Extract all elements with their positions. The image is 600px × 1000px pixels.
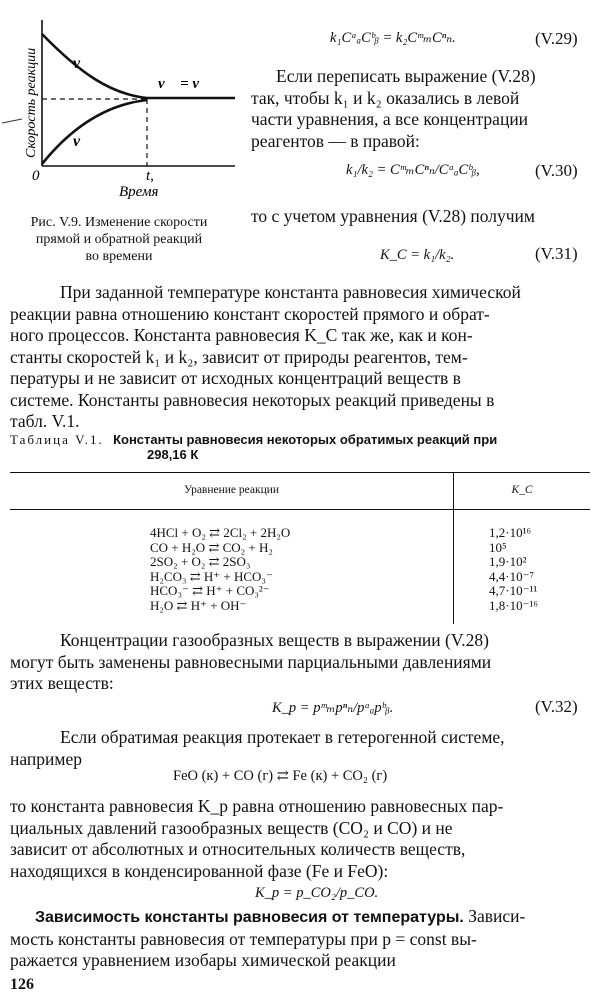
table-header-rule — [10, 509, 590, 510]
margin-mark-svg — [2, 117, 24, 125]
equal-rate-label: v⃗ = v⃖ — [158, 76, 211, 92]
rate-graph-svg — [0, 18, 235, 200]
table-row-equation: 4HCl + O₂ ⇄ 2Cl₂ + 2H₂O — [150, 525, 291, 540]
text-line: зависит от абсолютных и относительных количеств веществ, — [10, 839, 466, 859]
y-axis-label: Скорость реакции — [24, 47, 39, 158]
equation-v31: K_C = k₁/k₂. — [380, 247, 455, 263]
text-line: Концентрации газообразных веществ в выражении (V.28) — [60, 630, 489, 650]
table-top-rule — [10, 472, 590, 473]
table-kc-values — [489, 526, 538, 613]
paragraph-then — [251, 206, 591, 228]
table-row-kc: 10⁵ — [489, 539, 507, 555]
table-row-kc: 1,8·10⁻¹⁶ — [489, 597, 538, 613]
table-row-kc: 4,7·10⁻¹¹ — [489, 583, 538, 598]
equation-number-v31: (V.31) — [535, 244, 578, 263]
equation-kp: K_p = p_CO₂/p_CO. — [255, 885, 379, 901]
x-axis-label: Время — [119, 184, 159, 200]
text-line: системе. Константы равновесия некоторых реакций приведены в — [10, 389, 495, 410]
equation-number-v30: (V.30) — [535, 161, 578, 180]
text-line: станты скоростей k₁ и k₂, зависит от природы реагентов, тем- — [10, 346, 468, 367]
text-line: циальных давлений газообразных веществ (CO₂ и CO) и не — [10, 817, 453, 838]
caption-line: Рис. V.9. Изменение скорости — [30, 215, 208, 230]
equation-number-v32: (V.32) — [535, 697, 578, 716]
text-line: то с учетом уравнения (V.28) получим — [251, 206, 535, 226]
text-line: реакции равна отношению констант скоростей прямого и обрат- — [10, 303, 490, 324]
equation-number-v29: (V.29) — [535, 29, 578, 48]
margin-mark — [2, 112, 24, 120]
table-row-equation: 2SO₂ + O₂ ⇄ 2SO₃ — [150, 554, 251, 569]
table-row-kc: 1,9·10² — [489, 554, 527, 569]
equilibrium-table — [10, 472, 590, 624]
page-number: 126 — [10, 976, 34, 993]
text-line: этих веществ: — [10, 673, 114, 693]
reverse-rate-curve — [42, 100, 147, 164]
table-row-equation: HCO₃⁻ ⇄ H⁺ + CO₃²⁻ — [150, 583, 270, 598]
equation-v32: K_p = pᵐₘpⁿₙ/pᵃₐpᵇᵦ. — [272, 700, 394, 716]
text-line: ражается уравнением изобары химической реакции — [10, 950, 396, 970]
origin-label: 0 — [32, 168, 40, 184]
text-line: находящихся в конденсированной фазе (Fe и FeO): — [10, 860, 389, 881]
table-row-kc: 1,2·10¹⁶ — [489, 525, 532, 540]
paragraph-temperature-dependence — [10, 906, 590, 972]
table-label: Таблица V.1. — [10, 432, 104, 447]
table-row-equation: CO + H₂O ⇄ CO₂ + H₂ — [150, 539, 273, 555]
text-line: пературы и не зависит от исходных концентраций веществ в — [10, 368, 461, 388]
equation-v30: k₁/k₂ = CᵐₘCⁿₙ/CᵃₐCᵇᵦ, — [346, 162, 480, 178]
paragraph-rewrite — [251, 66, 591, 152]
table-row-equation: H₂O ⇄ H⁺ + OH⁻ — [150, 597, 247, 613]
t-label: t, — [146, 168, 154, 184]
text-line: ного процессов. Константа равновесия K_C так же, как и кон- — [10, 325, 473, 345]
text-line: При заданной температуре константа равновесия химической — [60, 282, 521, 302]
text-line: могут быть заменены равновесными парциальными давлениями — [10, 651, 492, 672]
paragraph-partial-pressures — [10, 630, 590, 695]
paragraph-heterogeneous — [10, 727, 590, 770]
col2-header: K_C — [511, 484, 533, 496]
forward-rate-label: v⃗ — [73, 55, 93, 72]
text-line: Если переписать выражение (V.28) — [276, 66, 536, 86]
rate-graph — [0, 18, 235, 200]
text-line: например — [10, 748, 82, 769]
table-row-equation: H₂CO₃ ⇄ H⁺ + HCO₃⁻ — [150, 568, 273, 584]
text-line: реагентов — в правой: — [251, 130, 420, 151]
text-line: то константа равновесия K_p равна отношению равновесных пар- — [10, 796, 504, 816]
equation-v29: k₁CᵃₐCᵇᵦ = k₂CᵐₘCⁿₙ. — [330, 30, 456, 46]
equation-heterogeneous: FeO (к) + CO (г) ⇄ Fe (к) + CO₂ (г) — [173, 768, 388, 784]
table-row-kc: 4,4·10⁻⁷ — [489, 568, 534, 584]
table-title — [10, 432, 590, 462]
table-reactions — [150, 526, 290, 613]
caption-line: прямой и обратной реакций — [35, 232, 203, 247]
table-title-line2: 298,16 К — [147, 447, 199, 462]
text-line — [10, 906, 590, 929]
text-line: табл. V.1. — [10, 411, 80, 431]
text-fragment: Зависи- — [463, 906, 526, 926]
text-line: части уравнения, а все концентрации — [251, 109, 529, 129]
reverse-rate-label: v⃖ — [73, 133, 93, 150]
paragraph-kp-ratio — [10, 796, 590, 882]
col1-header: Уравнение реакции — [183, 484, 280, 496]
paragraph-equilibrium-constant — [10, 282, 590, 433]
text-line: так, чтобы k₁ и k₂ оказались в левой — [251, 87, 520, 108]
text-line: Если обратимая реакция протекает в гетерогенной системе, — [60, 727, 505, 747]
caption-line: во времени — [85, 249, 153, 264]
figure-caption — [10, 214, 228, 265]
table-title-line1: Константы равновесия некоторых обратимых реакций при — [113, 432, 498, 447]
text-line: мость константы равновесия от температуры при p = const вы- — [10, 928, 477, 949]
section-heading: Зависимость константы равновесия от температуры. — [35, 909, 464, 926]
